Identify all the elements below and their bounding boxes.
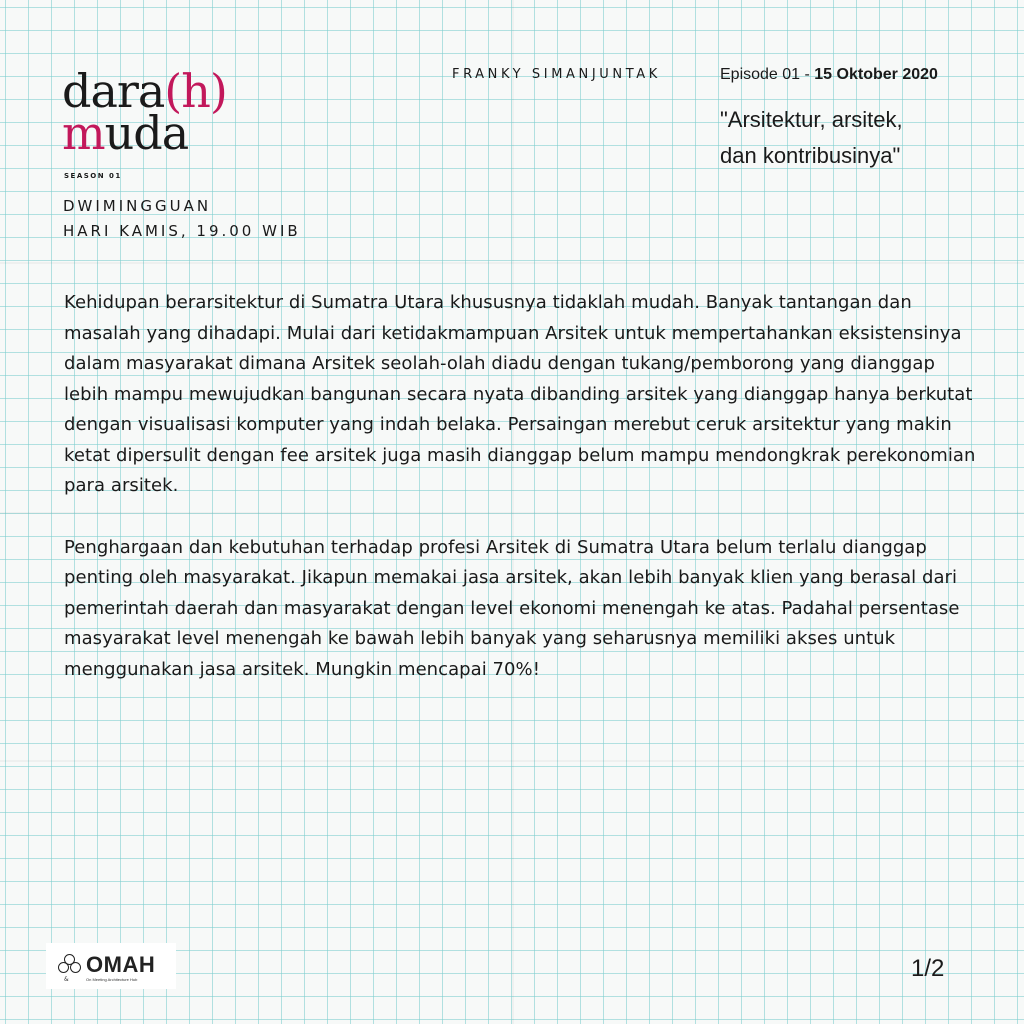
episode-title-line: "Arsitektur, arsitek, — [720, 107, 903, 132]
schedule — [63, 194, 301, 244]
logo-text: dara — [62, 64, 165, 118]
episode-label: Episode 01 - — [720, 66, 815, 83]
episode-date: 15 Oktober 2020 — [814, 66, 938, 83]
page-indicator: 1/2 — [911, 955, 945, 982]
brand-glyph: & — [64, 976, 69, 983]
logo-accent-text: (h) — [164, 64, 227, 118]
dara-muda-logo — [62, 64, 227, 160]
paragraph: Penghargaan dan kebutuhan terhadap profesi Arsitek di Sumatra Utara belum terlalu dianggap penting oleh masyarakat. Jikapun memakai jasa arsitek, akan lebih banyak klien yang berasal dari pemerintah daerah dan masyarakat dengan level ekonomi menengah ke atas. Padahal persentase masyarakat level menengah ke bawah lebih banyak yang seharusnya memiliki akses untuk menggunakan jasa arsitek. Mungkin mencapai 70%! — [64, 536, 960, 680]
season-label: SEASON 01 — [64, 172, 122, 180]
article-body — [64, 288, 984, 716]
episode-title — [720, 102, 903, 174]
episode-title-line: dan kontribusinya" — [720, 143, 901, 168]
logo-accent-text: m — [62, 106, 105, 160]
author-name: FRANKY SIMANJUNTAK — [452, 67, 661, 82]
schedule-time: HARI KAMIS, 19.00 WIB — [63, 222, 301, 240]
episode-info — [720, 66, 938, 84]
omah-logo — [46, 943, 176, 989]
paragraph: Kehidupan berarsitektur di Sumatra Utara khususnya tidaklah mudah. Banyak tantangan dan masalah yang dihadapi. Mulai dari ketidakmampuan Arsitek untuk mempertahankan eksistensinya dalam masyarakat dimana Arsitek seolah-olah diadu dengan tukang/pemborong yang dianggap lebih mampu mewujudkan bangunan secara nyata dibanding arsitek yang dianggap hanya berkutat dengan visualisasi komputer yang indah belaka. Persaingan merebut ceruk arsitektur yang makin ketat dipersulit dengan fee arsitek juga masih dianggap belum mampu mendongkrak perekonomian para arsitek. — [64, 292, 976, 496]
schedule-frequency: DWIMINGGUAN — [63, 197, 212, 215]
circles-icon — [58, 954, 82, 974]
logo-text: uda — [104, 106, 189, 160]
brand-tagline: On Meeting Architecture Hub — [86, 977, 138, 982]
brand-name: OMAH — [86, 952, 156, 977]
